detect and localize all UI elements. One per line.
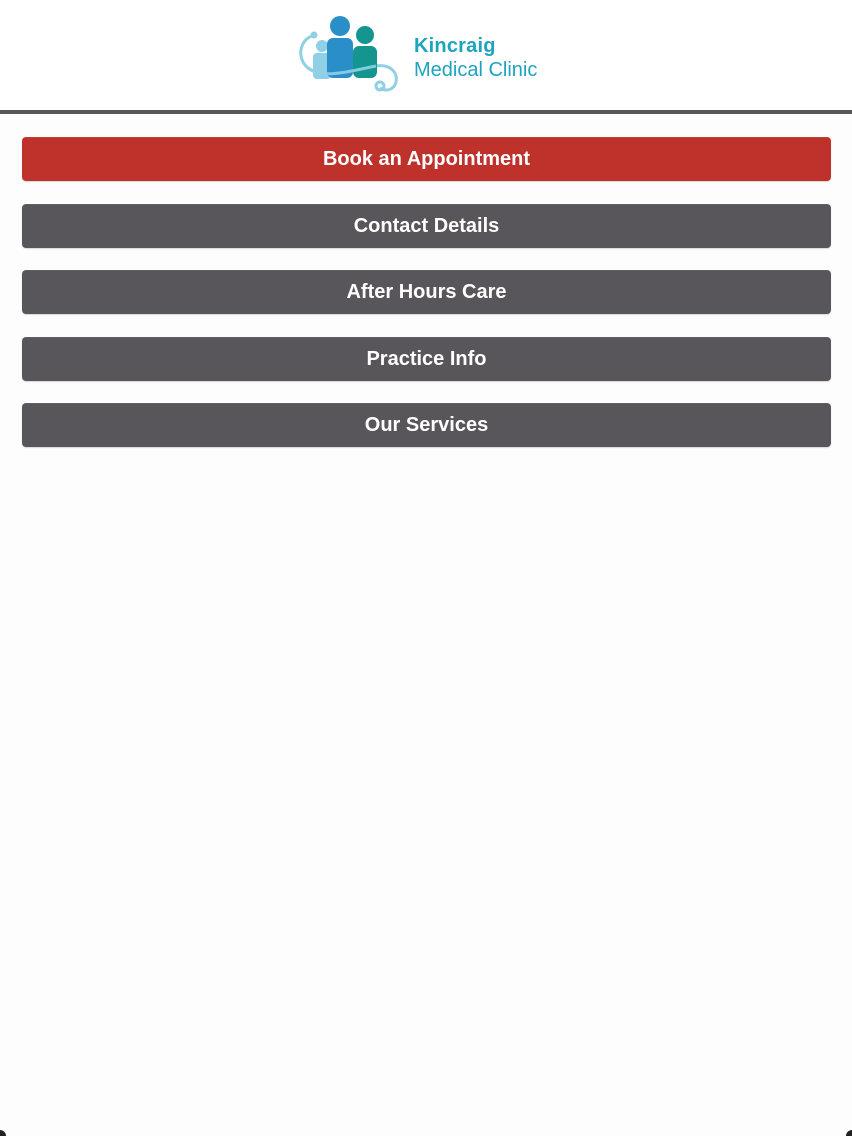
clinic-logo <box>294 10 564 100</box>
practice-info-button[interactable]: Practice Info <box>22 337 831 381</box>
screen-corner <box>846 1130 852 1136</box>
app-header <box>0 0 852 110</box>
clinic-name-line1: Kincraig <box>414 35 496 57</box>
our-services-button[interactable]: Our Services <box>22 403 831 447</box>
clinic-name-line2: Medical Clinic <box>414 59 538 81</box>
main-menu <box>22 137 831 470</box>
after-hours-care-button[interactable]: After Hours Care <box>22 270 831 314</box>
family-stethoscope-logo-icon <box>294 10 406 100</box>
clinic-name <box>414 34 537 82</box>
book-appointment-button[interactable]: Book an Appointment <box>22 137 831 181</box>
screen-corner <box>0 1130 6 1136</box>
header-divider <box>0 110 852 114</box>
contact-details-button[interactable]: Contact Details <box>22 204 831 248</box>
